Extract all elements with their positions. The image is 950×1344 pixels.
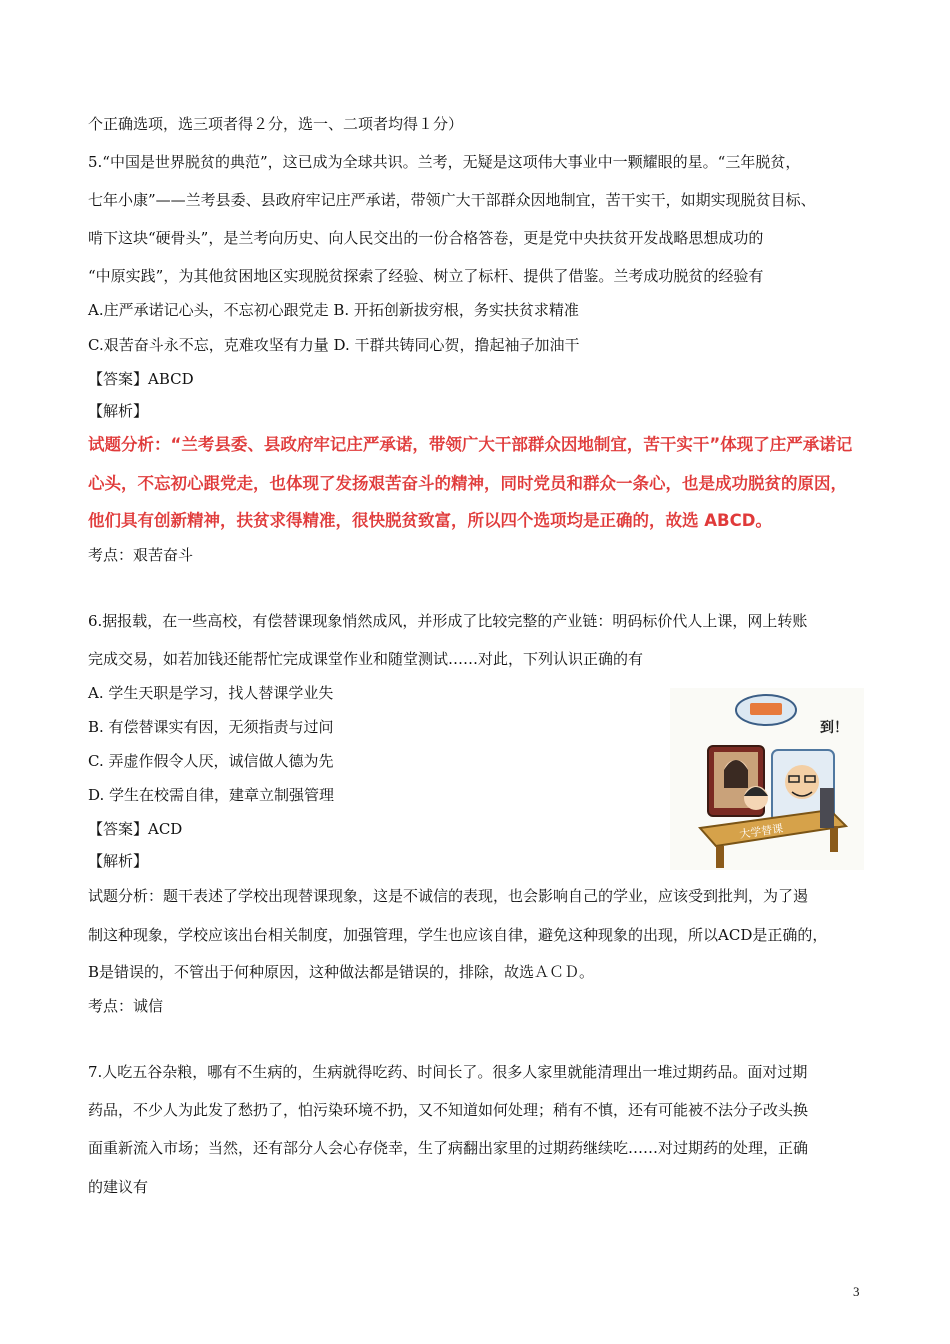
q5-option-ab: A.庄严承诺记心头，不忘初心跟党走 B. 开拓创新拔穷根，务实扶贫求精准 [88, 301, 579, 319]
q7-line-1: 7.人吃五谷杂粮，哪有不生病的，生病就得吃药、时间长了。很多人家里就能清理出一堆过期药品。面对过期 [88, 1063, 808, 1081]
q6-kaodian: 考点：诚信 [88, 997, 164, 1015]
page-number: 3 [853, 1284, 860, 1299]
q6-line-2: 完成交易，如若加钱还能帮忙完成课堂作业和随堂测试……对此，下列认识正确的有 [88, 650, 644, 668]
q5-option-cd: C.艰苦奋斗永不忘，克难攻坚有力量 D. 干群共铸同心贺，撸起袖子加油干 [88, 336, 580, 354]
q5-line-2: 七年小康”——兰考县委、县政府牢记庄严承诺，带领广大干部群众因地制宜，苦干实干，如期实现脱贫目标、 [88, 191, 816, 209]
desk-label: 大学替课 [738, 821, 784, 841]
q7-line-3: 面重新流入市场；当然，还有部分人会心存侥幸，生了病翻出家里的过期药继续吃……对过期药的处理，正确 [88, 1139, 809, 1157]
q5-line-4: “中原实践”，为其他贫困地区实现脱贫探索了经验、树立了标杆、提供了借鉴。兰考成功脱贫的经验有 [88, 267, 764, 285]
q5-analysis-red-1: 试题分析：“兰考县委、县政府牢记庄严承诺，带领广大干部群众因地制宜，苦干实干”体现了庄严承诺记 [88, 435, 853, 454]
q7-line-2: 药品，不少人为此发了愁扔了，怕污染环境不扔，又不知道如何处理；稍有不慎，还有可能被不法分子改头换 [88, 1101, 809, 1119]
speech-text: 到！ [820, 720, 848, 736]
line-l0: 个正确选项，选三项者得２分，选一、二项者均得１分） [88, 115, 464, 133]
q5-kaodian: 考点：艰苦奋斗 [88, 546, 194, 564]
q5-analysis-label: 【解析】 [88, 402, 149, 420]
q5-analysis-red-2: 心头，不忘初心跟党走，也体现了发扬艰苦奋斗的精神，同时党员和群众一条心，也是成功脱贫的原因， [88, 474, 847, 493]
q6-option-b: B. 有偿替课实有因，无须指责与过问 [88, 718, 334, 736]
q5-answer: 【答案】ABCD [88, 370, 194, 388]
q6-option-c: C. 弄虚作假令人厌，诚信做人德为先 [88, 752, 334, 770]
q6-answer: 【答案】ACD [88, 820, 183, 838]
q6-analysis-3: B是错误的，不管出于何种原因，这种做法都是错误的，排除，故选ＡＣＤ。 [88, 963, 595, 981]
q5-line-3: 啃下这块“硬骨头”，是兰考向历史、向人民交出的一份合格答卷，更是党中央扶贫开发战略思想成功的 [88, 229, 764, 247]
q7-line-4: 的建议有 [88, 1178, 149, 1196]
q6-option-d: D. 学生在校需自律，建章立制强管理 [88, 786, 335, 804]
substitute-class-cartoon-image [670, 688, 864, 870]
q6-line-1: 6.据报载，在一些高校，有偿替课现象悄然成风，并形成了比较完整的产业链：明码标价代人上课，网上转账 [88, 612, 808, 630]
q5-line-1: 5.“中国是世界脱贫的典范”，这已成为全球共识。兰考，无疑是这项伟大事业中一颗耀眼的星。“三年脱贫， [88, 153, 801, 171]
q6-analysis-label: 【解析】 [88, 852, 149, 870]
q5-analysis-red-3: 他们具有创新精神，扶贫求得精准，很快脱贫致富，所以四个选项均是正确的，故选 ABCD。 [88, 511, 772, 530]
q6-option-a: A. 学生天职是学习，找人替课学业失 [88, 684, 334, 702]
q6-analysis-2: 制这种现象，学校应该出台相关制度，加强管理，学生也应该自律，避免这种现象的出现，所以ACD是正确的， [88, 926, 828, 944]
q6-analysis-1: 试题分析：题干表述了学校出现替课现象，这是不诚信的表现，也会影响自己的学业，应该受到批判，为了遏 [88, 887, 809, 905]
